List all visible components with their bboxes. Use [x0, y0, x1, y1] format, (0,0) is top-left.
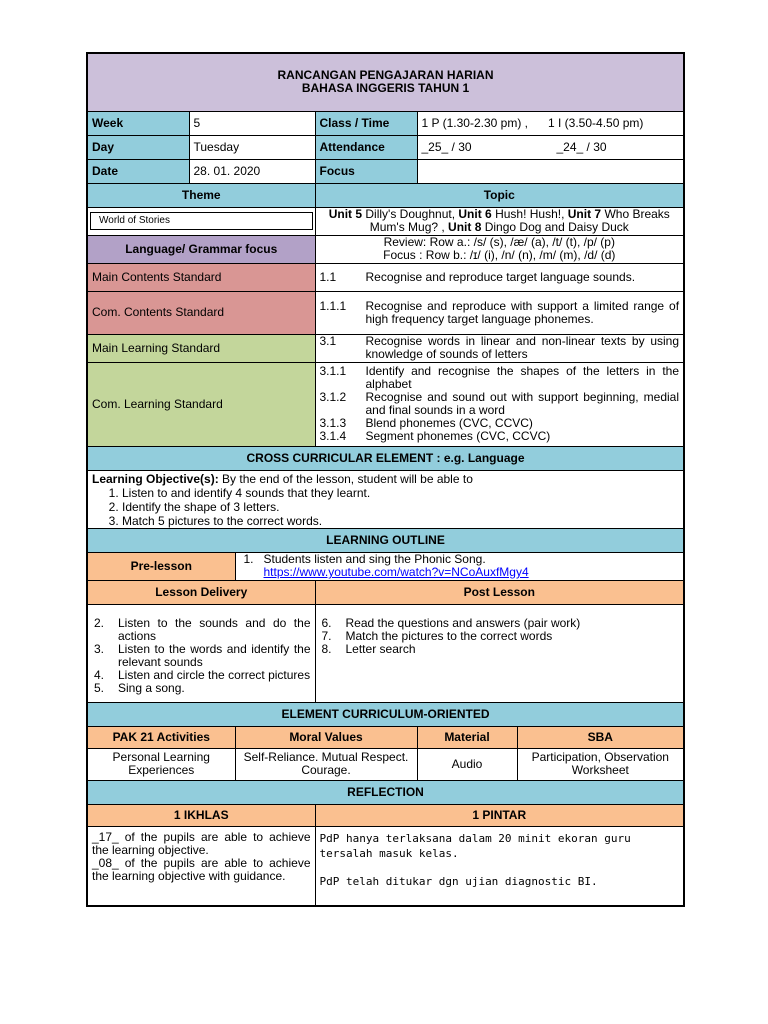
delivery-step: 4. Listen and circle the correct pictures: [94, 667, 311, 682]
pre-lesson-value: 1. Students listen and sing the Phonic Song. https://www.youtube.com/watch?v=NCoAuxfMgy4: [235, 552, 684, 580]
main-learning-num: 3.1: [319, 334, 337, 348]
theme-value: World of Stories: [90, 212, 313, 230]
com-learning-text: Identify and recognise the shapes of the letters in the alphabet: [365, 364, 680, 391]
sba-value: Participation, Observation Worksheet: [517, 748, 684, 780]
phonic-song-link[interactable]: https://www.youtube.com/watch?v=NCoAuxfMgy4: [263, 565, 529, 579]
theme-header: Theme: [87, 183, 315, 207]
pre-lesson-text: Students listen and sing the Phonic Song.: [263, 552, 486, 566]
topic-unit-7-title: Who Breaks Mum's Mug? ,: [369, 207, 670, 234]
lesson-plan-sheet: [86, 52, 683, 907]
topic-unit-5: Unit 5: [328, 207, 363, 221]
com-learning-text: Blend phonemes (CVC, CCVC): [365, 416, 533, 430]
week-label: Week: [87, 111, 189, 135]
com-content-value: [315, 291, 684, 334]
com-content-label: Com. Contents Standard: [87, 291, 315, 334]
post-step: 6. Read the questions and answers (pair work): [321, 615, 581, 630]
objective-item: 3. Match 5 pictures to the correct words.: [122, 514, 679, 528]
lesson-plan-table: [86, 52, 685, 907]
lesson-delivery-label: Lesson Delivery: [87, 580, 315, 604]
pre-lesson-label: Pre-lesson: [87, 552, 235, 580]
class-time-value: 1 P (1.30-2.30 pm) , 1 I (3.50-4.50 pm): [417, 111, 684, 135]
reflection-left-1: _17_ of the pupils are able to achieve the learning objective.: [92, 829, 311, 857]
topic-unit-8-title: Dingo Dog and Daisy Duck: [481, 220, 629, 234]
pak21-value: Personal Learning Experiences: [87, 748, 235, 780]
main-content-label: Main Contents Standard: [87, 263, 315, 291]
topic-value: [315, 207, 684, 235]
com-learning-text: Segment phonemes (CVC, CCVC): [365, 429, 551, 443]
moral-values-header: Moral Values: [235, 726, 417, 748]
reflection-class-1: 1 IKHLAS: [87, 804, 315, 826]
learning-objectives: [87, 470, 684, 528]
pak21-header: PAK 21 Activities: [87, 726, 235, 748]
post-lesson-label: Post Lesson: [315, 580, 684, 604]
reflection-class-2: 1 PINTAR: [315, 804, 684, 826]
com-learning-item: [320, 391, 680, 417]
objectives-label: Learning Objective(s):: [92, 471, 219, 486]
topic-unit-8: Unit 8: [448, 220, 482, 234]
week-value: 5: [189, 111, 315, 135]
grammar-value: [315, 235, 684, 263]
topic-unit-7: Unit 7: [567, 207, 602, 221]
post-step: 7. Match the pictures to the correct words: [321, 628, 553, 643]
delivery-step: 2. Listen to the sounds and do the actions: [94, 615, 311, 643]
com-learning-item: [320, 430, 680, 443]
attendance-value: [417, 135, 684, 159]
topic-unit-5-title: Dilly's Doughnut,: [362, 207, 459, 221]
com-learning-num: 3.1.2: [319, 390, 347, 404]
main-content-text: Recognise and reproduce target language sounds.: [365, 269, 636, 284]
moral-values-value: Self-Reliance. Mutual Respect. Courage.: [235, 748, 417, 780]
attendance-label: Attendance: [315, 135, 417, 159]
focus-label: Focus: [315, 159, 417, 183]
objective-item: 1. Listen to and identify 4 sounds that they learnt.: [122, 486, 679, 500]
com-learning-num: 3.1.3: [319, 416, 347, 430]
day-value: Tuesday: [189, 135, 315, 159]
topic-unit-6-title: Hush! Hush!,: [491, 207, 568, 221]
com-learning-value: [315, 362, 684, 446]
grammar-label: Language/ Grammar focus: [87, 235, 315, 263]
title-line-2: BAHASA INGGERIS TAHUN 1: [301, 81, 470, 96]
element-curriculum-header: ELEMENT CURRICULUM-ORIENTED: [87, 702, 684, 726]
main-content-value: [315, 263, 684, 291]
delivery-step: 5. Sing a song.: [94, 680, 185, 695]
attendance-2: _24_ / 30: [556, 139, 607, 154]
lesson-delivery-steps: [87, 604, 315, 702]
com-content-text: Recognise and reproduce with support a limited range of high frequency target language phonemes.: [365, 298, 680, 326]
day-label: Day: [87, 135, 189, 159]
date-label: Date: [87, 159, 189, 183]
learning-outline-header: LEARNING OUTLINE: [87, 528, 684, 552]
com-learning-text: Recognise and sound out with support beginning, medial and final sounds in a word: [365, 390, 680, 417]
com-content-num: 1.1.1: [319, 298, 347, 313]
reflection-class-2-notes: [315, 826, 684, 906]
title-line-1: RANCANGAN PENGAJARAN HARIAN: [277, 68, 494, 83]
sba-header: SBA: [517, 726, 684, 748]
com-learning-item: [320, 365, 680, 391]
reflection-class-1-notes: [87, 826, 315, 906]
reflection-header: REFLECTION: [87, 780, 684, 804]
material-header: Material: [417, 726, 517, 748]
plan-title: [87, 53, 684, 111]
post-step: 8. Letter search: [321, 641, 416, 656]
material-value: Audio: [417, 748, 517, 780]
post-lesson-steps: [315, 604, 684, 702]
com-learning-num: 3.1.1: [319, 364, 347, 378]
grammar-review: Review: Row a.: /s/ (s), /æ/ (a), /t/ (t), /p/ (p): [383, 235, 615, 249]
delivery-step: 3. Listen to the words and identify the relevant sounds: [94, 641, 311, 669]
topic-unit-6: Unit 6: [458, 207, 492, 221]
main-learning-value: [315, 334, 684, 362]
objective-item: 2. Identify the shape of 3 letters.: [122, 500, 679, 514]
main-content-num: 1.1: [319, 269, 337, 284]
reflection-right-1: PdP hanya terlaksana dalam 20 minit ekoran guru tersalah masuk kelas.: [319, 831, 631, 860]
objectives-intro: By the end of the lesson, student will be able to: [218, 471, 473, 486]
theme-cell: [87, 207, 315, 235]
main-learning-label: Main Learning Standard: [87, 334, 315, 362]
com-learning-num: 3.1.4: [319, 429, 347, 443]
class-time-label: Class / Time: [315, 111, 417, 135]
reflection-right-2: PdP telah ditukar dgn ujian diagnostic BI.: [319, 874, 598, 888]
main-learning-text: Recognise words in linear and non-linear texts by using knowledge of sounds of letters: [365, 334, 680, 361]
com-learning-label: Com. Learning Standard: [87, 362, 315, 446]
reflection-left-2: _08_ of the pupils are able to achieve the learning objective with guidance.: [92, 855, 311, 883]
date-value: 28. 01. 2020: [189, 159, 315, 183]
cross-curricular-header: CROSS CURRICULAR ELEMENT : e.g. Language: [87, 446, 684, 470]
attendance-1: _25_ / 30: [421, 139, 472, 154]
focus-value: [417, 159, 684, 183]
topic-header: Topic: [315, 183, 684, 207]
grammar-focus: Focus : Row b.: /ɪ/ (i), /n/ (n), /m/ (m), /d/ (d): [383, 248, 616, 262]
